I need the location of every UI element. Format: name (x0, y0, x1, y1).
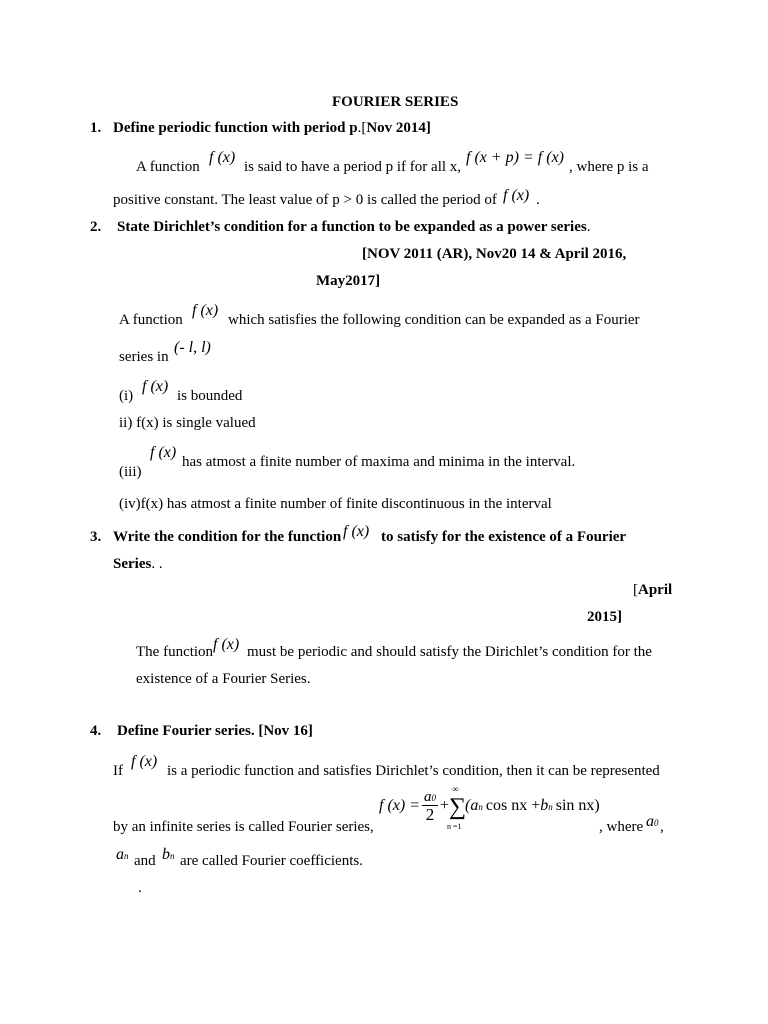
q3-answer-text-a: The function (136, 644, 214, 660)
page-title: FOURIER SERIES (332, 94, 459, 110)
q4-fx-math: f (x) (131, 753, 158, 770)
q2-condition-iii-label: (iii) (119, 464, 142, 480)
q1-answer-text-b: is said to have a period p if for all x, (244, 159, 462, 175)
q4-answer-text-c: by an infinite series is called Fourier series, (113, 819, 374, 835)
q4-answer-text-f: and (134, 853, 156, 869)
q1-answer-text-e: . (536, 192, 540, 208)
q2-question: State Dirichlet’s condition for a function to be expanded as a power series. (117, 219, 591, 235)
q2-fx-math: f (x) (192, 302, 219, 319)
q4-answer-text-g: are called Fourier coefficients. (180, 853, 363, 869)
q2-condition-i-math: f (x) (142, 378, 169, 395)
q4-answer-text-a: If (113, 763, 123, 779)
q2-condition-iii-math: f (x) (150, 444, 177, 461)
q2-number: 2. (90, 219, 102, 235)
q2-condition-i-text: is bounded (177, 388, 243, 404)
q2-condition-ii: ii) f(x) is single valued (119, 415, 256, 431)
q4-answer-text-e: , (660, 819, 664, 835)
q2-condition-iii-text: has atmost a finite number of maxima and minima in the interval. (182, 454, 576, 470)
q1-number: 1. (90, 120, 102, 136)
q4-an-math: an (116, 846, 129, 863)
fourier-series-formula: f (x) = $\frac{a0}{2}$ + ∞ ∑ n =1 (an cos nx +bn sin nx) (379, 783, 600, 831)
summation-symbol: ∞ ∑ n =1 (447, 783, 467, 831)
q2-interval-math: (- l, l) (174, 339, 211, 356)
q1-fx-math-2: f (x) (503, 187, 530, 204)
formula-a0-over-2: $\frac{a0}{2}$ (424, 789, 436, 824)
q3-fx-math: f (x) (343, 523, 370, 540)
q3-answer-text-b: must be periodic and should satisfy the Dirichlet’s condition for the (247, 644, 652, 660)
q4-number: 4. (90, 723, 102, 739)
q2-answer-text-b: which satisfies the following condition can be expanded as a Fourier (228, 312, 640, 328)
q4-answer-text-b: is a periodic function and satisfies Dirichlet’s condition, then it can be represented (167, 763, 660, 779)
q2-answer-text-c: series in (119, 349, 169, 365)
q1-answer-text-c: , where p is a (569, 159, 649, 175)
q3-reference-line-1: [April (633, 582, 673, 598)
q2-answer-text-a: A function (119, 312, 183, 328)
q1-question: Define periodic function with period p.[Nov 2014] (113, 120, 431, 136)
q3-question-b: to satisfy for the existence of a Fourier (381, 529, 627, 545)
q2-condition-iv: (iv)f(x) has atmost a finite number of finite discontinuous in the interval (119, 496, 552, 512)
q4-answer-text-d: , where (599, 819, 644, 835)
q3-number: 3. (90, 529, 102, 545)
formula-lhs: f (x) = (379, 796, 420, 814)
q3-reference-line-2: 2015] (587, 609, 622, 625)
q1-periodic-equation: f (x + p) = f (x) (466, 149, 564, 166)
q3-answer-text-c: existence of a Fourier Series. (136, 671, 311, 687)
q3-question-a: Write the condition for the function (113, 529, 342, 545)
q2-reference-line-1: [NOV 2011 (AR), Nov20 14 & April 2016, (362, 246, 627, 262)
q4-trailing-dot: . (138, 880, 142, 896)
q4-question: Define Fourier series. [Nov 16] (117, 723, 313, 739)
q2-reference-line-2: May2017] (316, 273, 381, 289)
q3-question-c: Series. . (113, 556, 163, 572)
q2-condition-i-label: (i) (119, 388, 134, 404)
q1-answer-text-a: A function (136, 159, 200, 175)
q4-a0-math: a0 (646, 813, 659, 830)
q3-fx-math-2: f (x) (213, 636, 240, 653)
q4-bn-math: bn (162, 846, 175, 863)
q1-answer-text-d: positive constant. The least value of p > 0 is called the period of (113, 192, 497, 208)
q1-fx-math: f (x) (209, 149, 236, 166)
